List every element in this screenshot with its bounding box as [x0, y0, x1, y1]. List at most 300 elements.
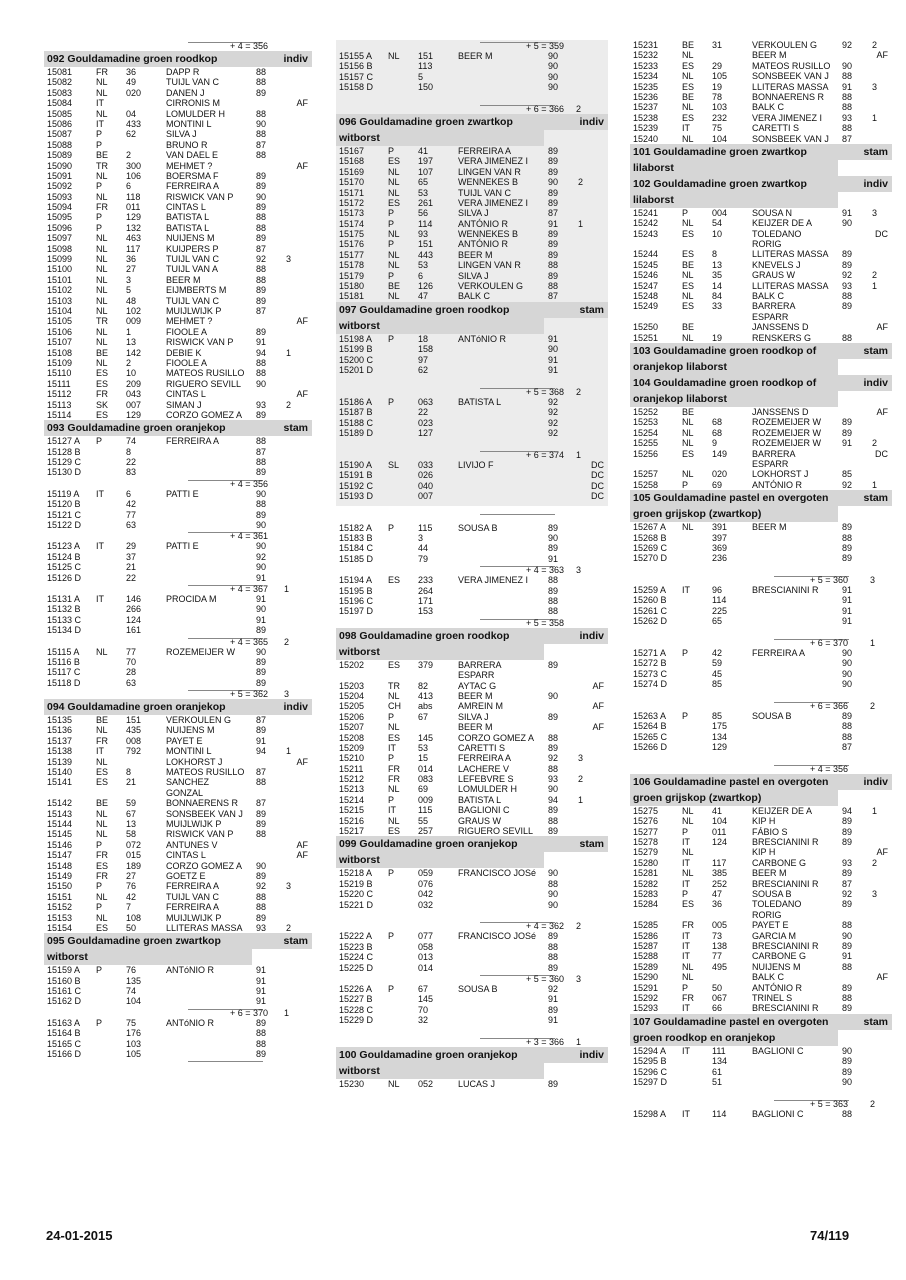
cage-number: 15254	[633, 427, 659, 438]
country: P	[96, 436, 103, 447]
ring: 124	[126, 614, 142, 625]
cage-number: 15161 C	[47, 986, 82, 997]
exhibitor: RIGUERO SEVILL	[458, 826, 534, 837]
country: NL	[96, 170, 108, 181]
ring: 117	[126, 243, 141, 254]
points: 88	[256, 77, 267, 88]
total-value: + 5 = 362	[229, 689, 268, 700]
exhibitor: PAYET E	[752, 920, 789, 931]
cage-number: 15152	[47, 902, 73, 913]
exhibitor: KUIJPERS P	[166, 243, 219, 254]
entry-row	[336, 753, 608, 763]
ring: 115	[418, 805, 433, 816]
cage-number: 15237	[633, 102, 659, 113]
exhibitor: FERREIRA A	[166, 881, 220, 892]
ring: 014	[418, 962, 434, 973]
entry-row	[630, 910, 892, 920]
points: 88	[256, 212, 267, 223]
points: 87	[256, 243, 267, 254]
total-value: + 3 = 366	[525, 1036, 564, 1047]
ring: 29	[712, 60, 723, 71]
country: IT	[682, 951, 690, 962]
points: 91	[548, 364, 559, 375]
exhibitor: FERREIRA A	[166, 436, 220, 447]
ring: 009	[126, 316, 142, 327]
entry-row	[44, 368, 312, 378]
entry-row	[44, 520, 312, 530]
ring: 171	[418, 596, 434, 607]
country: IT	[682, 930, 690, 941]
country: ES	[388, 732, 401, 743]
entry-row	[630, 827, 892, 837]
cage-number: 15217	[339, 826, 365, 837]
class-header	[336, 1047, 608, 1063]
country: NL	[682, 50, 694, 61]
country: P	[388, 208, 395, 219]
total-value: + 6 = 366	[525, 103, 564, 114]
exhibitor: BRESCIANINI R	[752, 878, 819, 889]
entry-row	[44, 389, 312, 399]
country: NL	[96, 357, 108, 368]
points: 89	[256, 170, 267, 181]
exhibitor: ESPARR	[752, 311, 789, 322]
cage-number: 15121 C	[47, 509, 82, 520]
ring: 252	[712, 878, 728, 889]
points: 88	[256, 108, 267, 119]
ring: 48	[126, 295, 137, 306]
points: 89	[548, 145, 559, 156]
entry-row	[44, 150, 312, 160]
exhibitor: LLITERAS MASSA	[752, 81, 829, 92]
cage-number: 15142	[47, 798, 73, 809]
ring: 175	[712, 721, 728, 732]
points: 89	[256, 233, 267, 244]
entry-row	[630, 449, 892, 459]
total-value: + 4 = 367	[229, 583, 268, 594]
class-header	[44, 933, 312, 949]
points: 89	[842, 259, 853, 270]
points: 88	[256, 129, 267, 140]
cage-number: 15081	[47, 67, 73, 77]
country: NL	[682, 270, 694, 281]
cage-number: 15097	[47, 233, 73, 244]
ring: 13	[126, 337, 137, 348]
exhibitor: LOKHORST J	[166, 756, 223, 767]
spacer	[630, 627, 892, 637]
ring: 10	[712, 228, 723, 239]
points: 88	[842, 123, 853, 134]
cage-number: 15185 D	[339, 553, 374, 564]
entry-row	[336, 177, 608, 187]
points: 90	[548, 784, 559, 795]
exhibitor: ROZEMEIJER W	[166, 646, 235, 657]
ring: 32	[418, 1015, 429, 1026]
exhibitor: SILVA J	[458, 208, 489, 219]
ring: 67	[418, 983, 429, 994]
cage-number: 15275	[633, 805, 659, 816]
entry-row	[44, 244, 312, 254]
country: FR	[388, 774, 400, 785]
points: 89	[256, 625, 267, 636]
exhibitor: BAGLIONI C	[752, 1108, 804, 1119]
points: 92	[548, 983, 559, 994]
team-total	[336, 449, 608, 460]
points: 93	[842, 112, 853, 123]
points: 89	[842, 899, 853, 910]
exhibitor: GOETZ E	[166, 870, 206, 881]
country: SL	[388, 459, 400, 470]
total-value: + 6 = 366	[809, 700, 848, 711]
class-title: witborst	[339, 1064, 380, 1077]
entry-row	[336, 1015, 608, 1025]
country: P	[388, 794, 395, 805]
points: 91	[548, 1015, 559, 1026]
cage-number: 15113	[47, 399, 72, 410]
ring: 058	[418, 941, 434, 952]
cage-number: 15267 A	[633, 522, 667, 533]
country: NL	[96, 191, 108, 202]
entry-row	[630, 469, 892, 479]
country: NL	[682, 522, 694, 533]
entry-row	[44, 410, 312, 420]
points: 88	[842, 721, 853, 732]
ring: 114	[418, 218, 433, 229]
exhibitor: MUIJLWIJK P	[166, 305, 222, 316]
points: 87	[842, 742, 853, 753]
team-rank: 2	[576, 386, 582, 397]
remark: AF	[296, 756, 308, 767]
points: 93	[842, 280, 853, 291]
points: 91	[256, 975, 267, 986]
points: 90	[548, 51, 559, 61]
country: IT	[682, 837, 690, 848]
class-header	[630, 490, 892, 506]
entry-row	[336, 271, 608, 281]
cage-number: 15137	[47, 735, 73, 746]
exhibitor: JANSSENS D	[752, 322, 809, 333]
points: 90	[548, 61, 559, 72]
ring: 47	[712, 889, 723, 900]
cage-number: 15120 B	[47, 499, 81, 510]
cage-number: 15150	[47, 881, 73, 892]
points: 91	[256, 996, 267, 1007]
country: P	[96, 902, 103, 913]
country: ES	[388, 826, 401, 837]
cage-number: 15219 B	[339, 878, 373, 889]
country: FR	[96, 850, 108, 861]
points: 90	[548, 177, 559, 188]
ring: 067	[712, 992, 728, 1003]
entry-row	[44, 1028, 312, 1038]
ring: 27	[126, 264, 137, 275]
exhibitor: MATEOS RUSILLO	[166, 368, 245, 379]
cage-number: 15127 A	[47, 436, 81, 447]
cage-number: 15251	[633, 332, 659, 343]
country: NL	[388, 784, 400, 795]
ring: 45	[712, 668, 723, 679]
exhibitor: ANTóNIO R	[166, 1017, 215, 1028]
cage-number: 15158 D	[339, 82, 374, 93]
ring: 042	[418, 889, 434, 900]
remark: DC	[875, 228, 888, 239]
entry-row	[44, 98, 312, 108]
country: IT	[682, 878, 690, 889]
entry-row	[44, 667, 312, 677]
country: P	[96, 129, 103, 140]
points: 94	[256, 746, 267, 757]
exhibitor: CORZO GOMEZ A	[166, 409, 243, 420]
exhibitor: GONZAL	[166, 787, 204, 798]
points: 90	[548, 690, 559, 701]
ring: 69	[418, 784, 429, 795]
country: ES	[682, 899, 695, 910]
cage-number: 15229 D	[339, 1015, 374, 1026]
ring: 495	[712, 961, 728, 972]
entry-row	[44, 923, 312, 933]
exhibitor: VERA JIMENEZ I	[752, 112, 823, 123]
country: ES	[682, 60, 695, 71]
entry-row	[336, 826, 608, 836]
points: 91	[256, 986, 267, 997]
exhibitor: BATISTA L	[458, 794, 502, 805]
exhibitor: BARRERA	[752, 448, 796, 459]
cage-number: 15271 A	[633, 648, 667, 659]
ring: 114	[712, 595, 727, 606]
exhibitor: CARBONE G	[752, 951, 807, 962]
entry-row	[630, 1109, 892, 1119]
entry-row	[336, 554, 608, 564]
cage-number: 15129 C	[47, 457, 82, 468]
rank: 2	[872, 40, 878, 50]
cage-number: 15238	[633, 112, 659, 123]
ring: 032	[418, 899, 434, 910]
cage-number: 15292	[633, 992, 659, 1003]
ring: 197	[418, 156, 434, 167]
rank: 2	[578, 774, 584, 785]
ring: 391	[712, 522, 728, 533]
team-total	[336, 617, 608, 628]
rank: 3	[872, 889, 878, 900]
points: 91	[548, 354, 559, 365]
country: IT	[388, 742, 396, 753]
cage-number: 15083	[47, 87, 73, 98]
cage-number: 15213	[339, 784, 365, 795]
class-kind: stam	[579, 303, 604, 316]
cage-number: 15138	[47, 746, 73, 757]
ring: 56	[418, 208, 429, 219]
country: ES	[682, 112, 695, 123]
ring: 6	[126, 488, 132, 499]
entry-row	[630, 721, 892, 731]
team-total	[336, 386, 608, 397]
rank: 2	[286, 922, 292, 933]
cage-number: 15166 D	[47, 1049, 82, 1060]
entry-row	[630, 407, 892, 417]
class-subheader	[44, 949, 252, 965]
entry-row	[44, 647, 312, 657]
points: 89	[256, 819, 267, 829]
column-left	[44, 40, 312, 1070]
team-total	[44, 40, 312, 51]
entry-row	[630, 941, 892, 951]
cage-number: 15156 B	[339, 61, 373, 72]
cage-number: 15260 B	[633, 595, 667, 606]
entry-row	[44, 976, 312, 986]
points: 89	[842, 1066, 853, 1077]
entry-row	[44, 850, 312, 860]
ring: 132	[126, 222, 142, 233]
points: 88	[548, 732, 559, 743]
cage-number: 15115 A	[47, 646, 80, 657]
entry-row	[44, 212, 312, 222]
entry-row	[630, 533, 892, 543]
cage-number: 15193 D	[339, 490, 374, 501]
exhibitor: SILVA J	[458, 270, 489, 281]
exhibitor: MATEOS RUSILLO	[752, 60, 831, 71]
exhibitor: BEER M	[458, 690, 493, 701]
class-title: oranjekop lilaborst	[633, 392, 727, 405]
ring: 7	[126, 902, 132, 913]
cage-number: 15188 C	[339, 417, 374, 428]
spacer	[336, 438, 608, 448]
cage-number: 15199 B	[339, 344, 373, 355]
entry-row	[44, 986, 312, 996]
points: 89	[842, 1056, 853, 1067]
cage-number: 15230	[339, 1078, 365, 1089]
class-title: groen roodkop en oranjekop	[633, 1031, 776, 1044]
exhibitor: SOUSA B	[752, 710, 792, 721]
country: NL	[96, 891, 108, 902]
exhibitor: BRESCIANINI R	[752, 1003, 819, 1014]
cage-number: 15263 A	[633, 710, 667, 721]
country: NL	[682, 816, 694, 827]
class-title: groen grijskop (zwartkop)	[633, 791, 762, 804]
entry-row	[336, 198, 608, 208]
spacer	[336, 501, 608, 511]
points: 89	[548, 197, 559, 208]
country: NL	[96, 819, 108, 829]
ring: 68	[712, 427, 723, 438]
entry-row	[336, 281, 608, 291]
ring: 083	[418, 774, 434, 785]
cage-number: 15119 A	[47, 488, 80, 499]
team-rank: 1	[284, 1007, 290, 1018]
ring: 129	[126, 212, 142, 223]
cage-number: 15133 C	[47, 614, 82, 625]
team-rank: 3	[284, 689, 290, 700]
cage-number: 15183 B	[339, 533, 373, 544]
country: NL	[682, 218, 694, 229]
exhibitor: NUIJENS M	[166, 233, 215, 244]
cage-number: 15291	[633, 982, 659, 993]
ring: 36	[126, 67, 137, 77]
entry-row	[44, 88, 312, 98]
ring: 129	[712, 742, 728, 753]
entry-row	[44, 119, 312, 129]
entry-row	[44, 510, 312, 520]
remark: DC	[591, 490, 604, 501]
exhibitor: MONTINI L	[166, 746, 212, 757]
country: NL	[682, 469, 694, 480]
cage-number: 15257	[633, 469, 659, 480]
ring: 257	[418, 826, 434, 837]
exhibitor: BALK C	[458, 291, 491, 302]
ring: 150	[418, 82, 434, 93]
points: 89	[842, 816, 853, 827]
points: 89	[548, 187, 559, 198]
points: 90	[256, 646, 267, 657]
cage-number: 15135	[47, 715, 73, 726]
ring: 70	[418, 1004, 429, 1015]
ring: 134	[712, 731, 728, 742]
class-title: 102 Gouldamadine groen zwartkop	[633, 177, 807, 190]
country: P	[388, 218, 395, 229]
country: ES	[682, 249, 695, 260]
exhibitor: BARRERA	[458, 659, 502, 670]
ring: 27	[126, 870, 137, 881]
entry-row	[44, 736, 312, 746]
entry-row	[630, 847, 892, 857]
points: 89	[548, 522, 559, 533]
entry-row	[336, 784, 608, 794]
ring: 62	[418, 364, 429, 375]
country: NL	[388, 166, 400, 177]
exhibitor: VERA JIMENEZ I	[458, 197, 529, 208]
country: NL	[388, 177, 400, 188]
cage-number: 15179	[339, 270, 365, 281]
ring: 043	[126, 389, 142, 400]
class-title: oranjekop lilaborst	[633, 360, 727, 373]
entry-row	[630, 679, 892, 689]
entry-row	[44, 447, 312, 457]
remark: AF	[592, 701, 604, 712]
country: P	[388, 145, 395, 156]
total-value: + 5 = 368	[525, 386, 564, 397]
country: P	[388, 753, 395, 764]
ring: 435	[126, 725, 142, 736]
ring: 04	[126, 108, 137, 119]
entry-row	[44, 285, 312, 295]
entry-row	[44, 913, 312, 923]
cage-number: 15221 D	[339, 899, 374, 910]
entry-row	[630, 123, 892, 133]
ring: 104	[712, 133, 728, 144]
entry-row	[44, 181, 312, 191]
cage-number: 15095	[47, 212, 73, 223]
points: 88	[548, 941, 559, 952]
exhibitor: RORIG	[752, 239, 782, 250]
entry-row	[336, 460, 608, 470]
cage-number: 15163 A	[47, 1017, 81, 1028]
entry-row	[44, 306, 312, 316]
class-title: 094 Gouldamadine groen oranjekop	[47, 701, 226, 714]
entry-row	[630, 837, 892, 847]
cage-number: 15258	[633, 479, 659, 490]
points: 90	[842, 668, 853, 679]
ring: 233	[418, 575, 434, 586]
cage-number: 15297 D	[633, 1076, 668, 1087]
entry-row	[336, 250, 608, 260]
ring: 463	[126, 233, 142, 244]
country: BE	[96, 715, 109, 726]
country: NL	[682, 71, 694, 82]
ring: 106	[126, 170, 142, 181]
total-value: + 4 = 361	[229, 531, 268, 542]
country: NL	[682, 972, 694, 983]
country: ES	[96, 378, 109, 389]
points: 89	[842, 522, 853, 533]
exhibitor: ANTÓNIO R	[458, 218, 509, 229]
